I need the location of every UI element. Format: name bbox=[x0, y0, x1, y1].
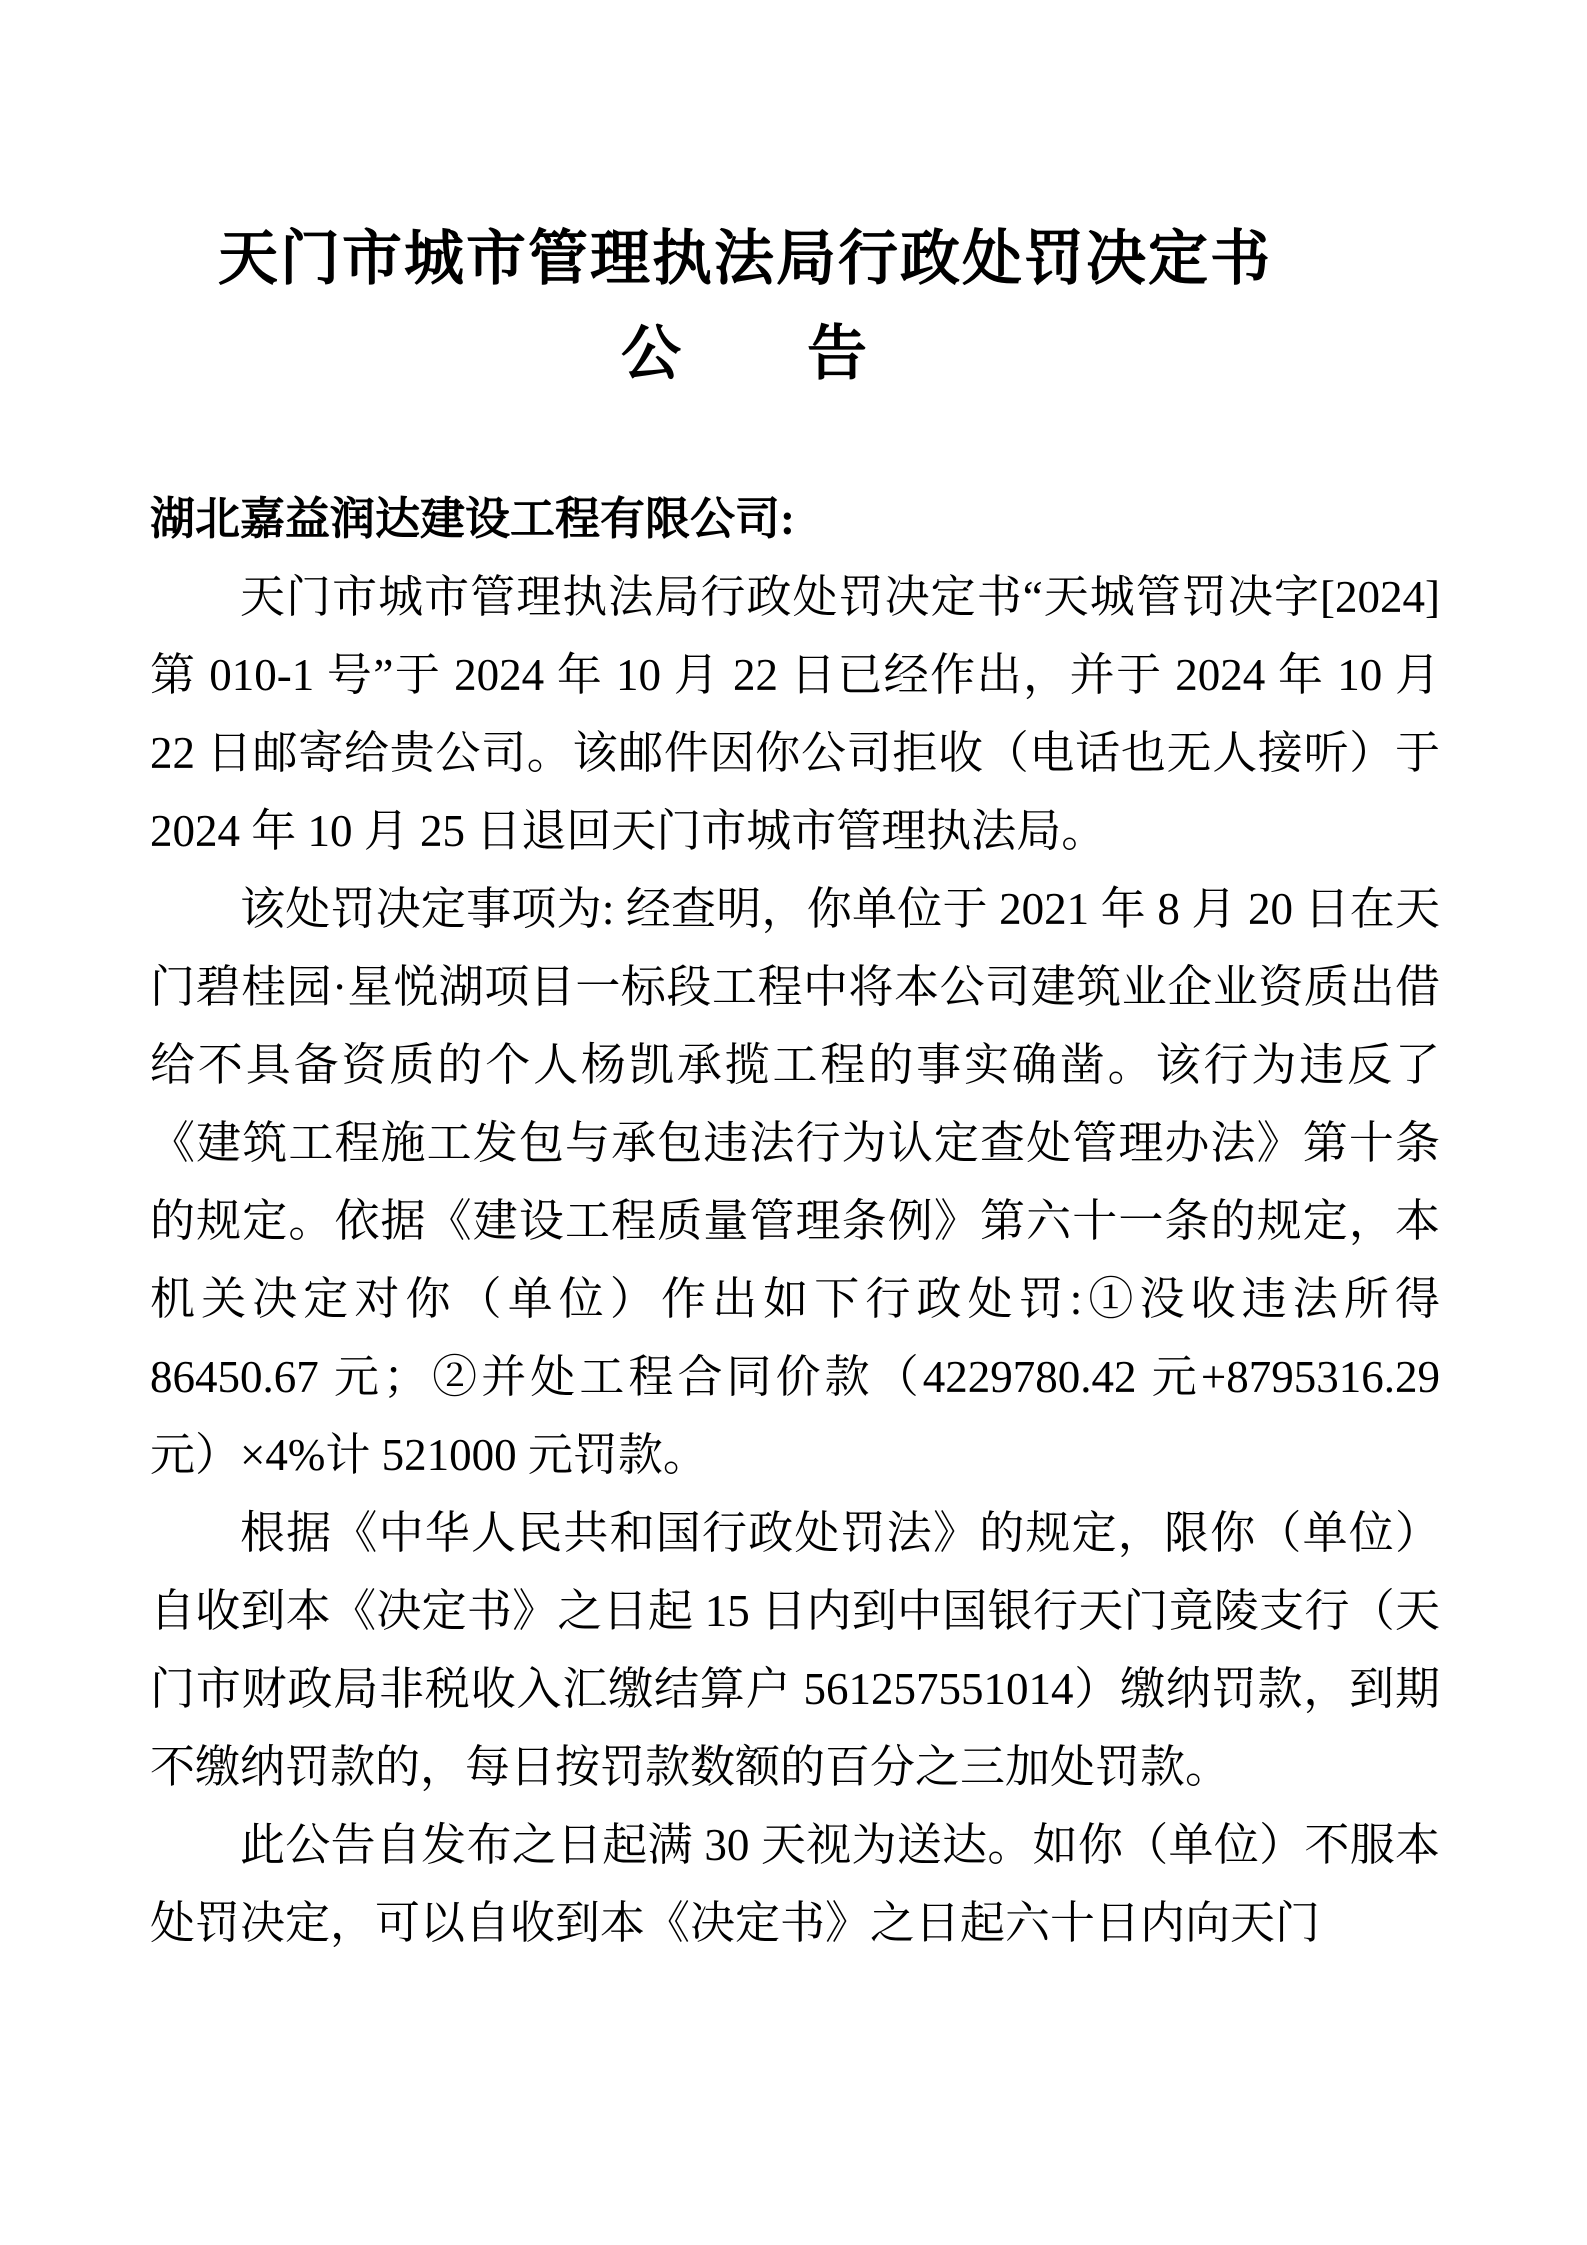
body-paragraph: 该处罚决定事项为: 经查明，你单位于 2021 年 8 月 20 日在天门碧桂园·星悦湖项目一标段工程中将本公司建筑业企业资质出借给不具备资质的个人杨凯承揽工程的事实确凿。该行为违反了《建筑工程施工发包与承包违法行为认定查处管理办法》第十条的规定。依据《建设工程质量管理条例》第六十一条的规定，本机关决定对你（单位）作出如下行政处罚:①没收违法所得 86450.67 元；②并处工程合同价款（4229780.42 元+8795316.29 元）×4%计 521000 元罚款。 bbox=[150, 884, 1440, 1480]
document-body bbox=[150, 480, 1440, 1962]
announcement-heading: 公 告 bbox=[621, 321, 869, 387]
body-paragraph: 此公告自发布之日起满 30 天视为送达。如你（单位）不服本处罚决定，可以自收到本《决定书》之日起六十日内向天门 bbox=[150, 1820, 1440, 1948]
addressee-line: 湖北嘉益润达建设工程有限公司: bbox=[150, 494, 795, 544]
document-content bbox=[150, 0, 1440, 1962]
body-paragraph: 根据《中华人民共和国行政处罚法》的规定，限你（单位）自收到本《决定书》之日起 15 日内到中国银行天门竟陵支行（天门市财政局非税收入汇缴结算户 561257551014）缴纳罚款，到期不缴纳罚款的，每日按罚款数额的百分之三加处罚款。 bbox=[150, 1508, 1440, 1792]
document-title: 天门市城市管理执法局行政处罚决定书 bbox=[218, 226, 1272, 292]
paragraph-list bbox=[150, 558, 1440, 1962]
body-paragraph: 天门市城市管理执法局行政处罚决定书“天城管罚决字[2024]第 010-1 号”于 2024 年 10 月 22 日已经作出，并于 2024 年 10 月 22 日邮寄给贵公司。该邮件因你公司拒收（电话也无人接听）于 2024 年 10 月 25 日退回天门市城市管理执法局。 bbox=[150, 572, 1440, 856]
document-title-block bbox=[150, 212, 1340, 402]
